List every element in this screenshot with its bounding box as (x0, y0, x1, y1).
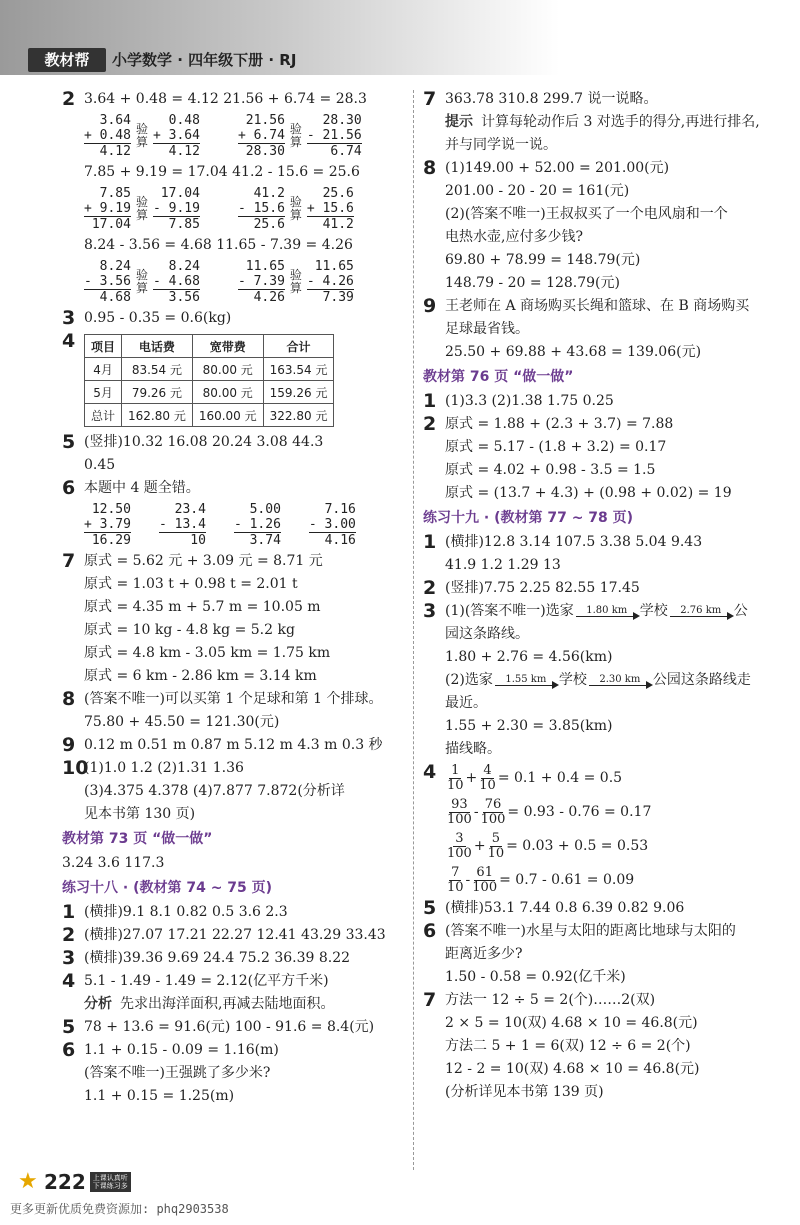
vertical-calc-e (84, 259, 200, 305)
answer-line: 0.95 - 0.35 = 0.6(kg) (84, 310, 232, 326)
check-label: 验算 (135, 195, 148, 222)
page-number: 222 (44, 1170, 86, 1194)
answer-line: (分析详见本书第 139 页) (445, 1084, 604, 1100)
check-label: 验算 (289, 195, 302, 222)
answer-line: 1.1 + 0.15 = 1.25(m) (84, 1088, 235, 1104)
p4 (62, 970, 407, 1016)
vertical-calc: 25.6 + 15.6 41.2 (306, 186, 354, 232)
check-label: 验算 (135, 122, 148, 149)
answer-line: (1)3.3 (2)1.38 1.75 0.25 (445, 393, 614, 409)
section-title: 练习十九 · (教材第 77 ~ 78 页) (423, 510, 634, 526)
vertical-calc-row (84, 186, 407, 232)
q3 (62, 307, 407, 330)
answer-line: 1.1 + 0.15 - 0.09 = 1.16(m) (84, 1042, 279, 1058)
p2 (62, 924, 407, 947)
q6 (62, 477, 407, 500)
question-number: 5 (62, 431, 76, 453)
question-number: 4 (62, 970, 76, 992)
question-number: 4 (423, 761, 437, 783)
vertical-calc-b (238, 113, 362, 159)
vertical-calc: 11.65 - 4.26 7.39 (306, 259, 354, 305)
answer-line: 12 - 2 = 10(双) 4.68 × 10 = 46.8(元) (445, 1061, 700, 1077)
question-number: 2 (423, 413, 437, 435)
answer-line: (横排)12.8 3.14 107.5 3.38 5.04 9.43 (445, 534, 703, 550)
answer-line: 原式 = 5.62 元 + 3.09 元 = 8.71 元 (84, 553, 323, 569)
check-label: 验算 (289, 268, 302, 295)
fraction-line: $\frac{7}{10}$ - $\frac{61}{100}$ = 0.7 - 0.61 = 0.09 (447, 864, 635, 895)
question-number: 7 (62, 550, 76, 572)
answer-line: 1.50 - 0.58 = 0.92(亿千米) (445, 969, 626, 985)
answer-line: 148.79 - 20 = 128.79(元) (445, 275, 620, 291)
answer-line: (答案不唯一)王强跳了多少米? (84, 1065, 271, 1081)
answer-line: 电热水壶,应付多少钱? (445, 229, 583, 245)
answer-line: 足球最省钱。 (445, 321, 529, 337)
answer-line: 原式 = 4.35 m + 5.7 m = 10.05 m (84, 599, 321, 615)
e2 (423, 577, 773, 600)
left-column (62, 88, 407, 1108)
answer-line: (竖排)7.75 2.25 82.55 17.45 (445, 580, 640, 596)
hint-line: 提示 计算每轮动作后 3 对选手的得分,再进行排名,并与同学说一说。 (445, 114, 760, 153)
page-footer (18, 1170, 131, 1194)
e1 (423, 531, 773, 577)
answer-line: 75.80 + 45.50 = 121.30(元) (84, 714, 280, 730)
answer-line: 原式 = (13.7 + 4.3) + (0.98 + 0.02) = 19 (445, 485, 732, 501)
question-number: 2 (423, 577, 437, 599)
answer-line: 原式 = 5.17 - (1.8 + 3.2) = 0.17 (445, 439, 667, 455)
question-number: 5 (62, 1016, 76, 1038)
question-number: 1 (62, 901, 76, 923)
p6 (62, 1039, 407, 1108)
answer-line: (竖排)10.32 16.08 20.24 3.08 44.3 (84, 434, 324, 450)
vertical-calc: 8.24 - 4.68 3.56 (152, 259, 200, 305)
answer-line: 3.64 + 0.48 = 4.12 21.56 + 6.74 = 28.3 (84, 91, 367, 107)
answer-line: 本题中 4 题全错。 (84, 480, 200, 496)
e4 (423, 761, 773, 897)
answer-line: 2 × 5 = 10(双) 4.68 × 10 = 46.8(元) (445, 1015, 698, 1031)
p5 (62, 1016, 407, 1039)
answer-line: 原式 = 1.03 t + 0.98 t = 2.01 t (84, 576, 298, 592)
p3 (62, 947, 407, 970)
q10 (62, 757, 407, 826)
vertical-calc: 11.65 - 7.39 4.26 (237, 259, 285, 305)
answer-line: 方法一 12 ÷ 5 = 2(个)……2(双) (445, 992, 656, 1008)
answer-line: 7.85 + 9.19 = 17.04 41.2 - 15.6 = 25.6 (84, 164, 360, 180)
bill-table (84, 334, 334, 427)
answer-line: 原式 = 1.88 + (2.3 + 3.7) = 7.88 (445, 416, 674, 432)
answer-line: (横排)9.1 8.1 0.82 0.5 3.6 2.3 (84, 904, 288, 920)
answer-line: (答案不唯一)水星与太阳的距离比地球与太阳的 (445, 923, 736, 939)
p1 (62, 901, 407, 924)
vertical-calc: 0.48 + 3.64 4.12 (152, 113, 200, 159)
r-q7 (423, 88, 773, 157)
answer-line: 原式 = 6 km - 2.86 km = 3.14 km (84, 668, 317, 684)
right-column (423, 88, 773, 1104)
question-number: 6 (62, 1039, 76, 1061)
route-arrow: 2.30 km (589, 674, 651, 686)
answer-line: 0.45 (84, 457, 116, 473)
question-number: 5 (423, 897, 437, 919)
question-number: 2 (62, 924, 76, 946)
d2 (423, 413, 773, 505)
e7 (423, 989, 773, 1104)
section-title: 练习十八 · (教材第 74 ~ 75 页) (62, 880, 273, 896)
question-number: 2 (62, 88, 76, 110)
question-number: 9 (62, 734, 76, 756)
route-arrow: 1.55 km (495, 674, 557, 686)
table-row: 总计 162.80 元 160.00 元 322.80 元 (85, 404, 334, 427)
question-number: 7 (423, 88, 437, 110)
vertical-calc: 12.50 + 3.79 16.29 (84, 502, 131, 548)
footer-note: 上课认真听 下课练习多 (90, 1172, 131, 1192)
vertical-calc: 7.16 - 3.00 4.16 (308, 502, 356, 548)
r-q8 (423, 157, 773, 295)
fraction-line: $\frac{3}{100}$ + $\frac{5}{10}$ = 0.03 + 0.5 = 0.53 (447, 830, 649, 861)
answer-line: 8.24 - 3.56 = 4.68 11.65 - 7.39 = 4.26 (84, 237, 353, 253)
answer-line: 方法二 5 + 1 = 6(双) 12 ÷ 6 = 2(个) (445, 1038, 691, 1054)
vertical-calc-a (84, 113, 200, 159)
q2-line3 (62, 234, 407, 257)
vertical-calc: 7.85 + 9.19 17.04 (84, 186, 131, 232)
answer-line: (横排)27.07 17.21 22.27 12.41 43.29 33.43 (84, 927, 386, 943)
book-subject: 小学数学 · 四年级下册 · RJ (112, 51, 297, 69)
answer-line: (3)4.375 4.378 (4)7.877 7.872(分析详 (84, 783, 345, 799)
answer-line: (1)1.0 1.2 (2)1.31 1.36 (84, 760, 244, 776)
answer-line: 原式 = 10 kg - 4.8 kg = 5.2 kg (84, 622, 295, 638)
vertical-calc-row (84, 502, 407, 548)
q5 (62, 431, 407, 477)
vertical-calc: 17.04 - 9.19 7.85 (152, 186, 200, 232)
table-row: 5月 79.26 元 80.00 元 159.26 元 (85, 381, 334, 404)
question-number: 1 (423, 531, 437, 553)
vertical-calc: 8.24 - 3.56 4.68 (84, 259, 131, 305)
q2 (62, 88, 407, 111)
section-title: 教材第 73 页 “做一做” (62, 831, 213, 847)
answer-line: (横排)39.36 9.69 24.4 75.2 36.39 8.22 (84, 950, 351, 966)
star-icon: ★ (18, 1169, 38, 1194)
fraction-line: $\frac{93}{100}$ - $\frac{76}{100}$ = 0.93 - 0.76 = 0.17 (447, 796, 652, 827)
answer-line: 0.12 m 0.51 m 0.87 m 5.12 m 4.3 m 0.3 秒 (84, 737, 383, 753)
vertical-calc-d (238, 186, 354, 232)
question-number: 3 (423, 600, 437, 622)
question-number: 6 (423, 920, 437, 942)
answer-line: (1)149.00 + 52.00 = 201.00(元) (445, 160, 670, 176)
answer-line: 363.78 310.8 299.7 说一说略。 (445, 91, 658, 107)
question-number: 8 (423, 157, 437, 179)
answer-line: 1.80 + 2.76 = 4.56(km) (445, 649, 613, 665)
question-number: 4 (62, 330, 76, 352)
route-line: (2)选家 1.55 km 学校 2.30 km 公园这条路线走 (445, 672, 751, 688)
vertical-calc-row (84, 259, 407, 305)
answer-line: 69.80 + 78.99 = 148.79(元) (445, 252, 641, 268)
check-label: 验算 (135, 268, 148, 295)
answer-line: 原式 = 4.8 km - 3.05 km = 1.75 km (84, 645, 331, 661)
answer-line: 3.24 3.6 117.3 (62, 855, 165, 871)
answer-line: 最近。 (445, 695, 487, 711)
e3 (423, 600, 773, 761)
question-number: 8 (62, 688, 76, 710)
answer-line: 25.50 + 69.88 + 43.68 = 139.06(元) (445, 344, 702, 360)
answer-line: 1.55 + 2.30 = 3.85(km) (445, 718, 613, 734)
route-arrow: 2.76 km (670, 605, 732, 617)
answer-line: (2)(答案不唯一)王叔叔买了一个电风扇和一个 (445, 206, 728, 222)
question-number: 3 (62, 307, 76, 329)
answer-line: (答案不唯一)可以买第 1 个足球和第 1 个排球。 (84, 691, 383, 707)
analysis-line: 分析 先求出海洋面积,再减去陆地面积。 (84, 996, 335, 1012)
q8 (62, 688, 407, 734)
question-number: 1 (423, 390, 437, 412)
section-title: 教材第 76 页 “做一做” (423, 369, 574, 385)
table-header-row: 项目 电话费 宽带费 合计 (85, 335, 334, 358)
header-bar (0, 0, 800, 75)
q2-line2 (62, 161, 407, 184)
e6 (423, 920, 773, 989)
brand-label: 教材帮 (28, 48, 106, 72)
r-q9 (423, 295, 773, 364)
answer-line: 距离近多少? (445, 946, 523, 962)
question-number: 6 (62, 477, 76, 499)
check-label: 验算 (289, 122, 302, 149)
column-divider (413, 90, 414, 1170)
answer-line: 41.9 1.2 1.29 13 (445, 557, 561, 573)
watermark-text: 更多更新优质免费资源加: phq2903538 (10, 1202, 229, 1216)
d1 (423, 390, 773, 413)
vertical-calc-f (238, 259, 354, 305)
question-number: 10 (62, 757, 89, 779)
question-number: 9 (423, 295, 437, 317)
vertical-calc: 23.4 - 13.4 10 (158, 502, 206, 548)
answer-line: 描线略。 (445, 741, 501, 757)
vertical-calc: 21.56 + 6.74 28.30 (237, 113, 285, 159)
answer-line: 原式 = 4.02 + 0.98 - 3.5 = 1.5 (445, 462, 656, 478)
vertical-calc: 41.2 - 15.6 25.6 (237, 186, 285, 232)
question-number: 7 (423, 989, 437, 1011)
vertical-calc: 5.00 - 1.26 3.74 (233, 502, 281, 548)
vertical-calc: 28.30 - 21.56 6.74 (306, 113, 362, 159)
fraction-line: $\frac{1}{10}$ + $\frac{4}{10}$ = 0.1 + 0.4 = 0.5 (447, 762, 623, 793)
q9 (62, 734, 407, 757)
answer-line: 5.1 - 1.49 - 1.49 = 2.12(亿平方千米) (84, 973, 329, 989)
route-arrow: 1.80 km (576, 605, 638, 617)
answer-line: 王老师在 A 商场购买长绳和篮球、在 B 商场购买 (445, 298, 750, 314)
question-number: 3 (62, 947, 76, 969)
q7 (62, 550, 407, 688)
e5 (423, 897, 773, 920)
vertical-calc-row (84, 113, 407, 159)
answer-line: 园这条路线。 (445, 626, 529, 642)
answer-line: 见本书第 130 页) (84, 806, 196, 822)
table-row: 4月 83.54 元 80.00 元 163.54 元 (85, 358, 334, 381)
route-line: (1)(答案不唯一)选家 1.80 km 学校 2.76 km 公 (445, 603, 748, 619)
vertical-calc-c (84, 186, 200, 232)
answer-line: 78 + 13.6 = 91.6(元) 100 - 91.6 = 8.4(元) (84, 1019, 375, 1035)
answer-line: (横排)53.1 7.44 0.8 6.39 0.82 9.06 (445, 900, 685, 916)
answer-line: 201.00 - 20 - 20 = 161(元) (445, 183, 630, 199)
vertical-calc: 3.64 + 0.48 4.12 (84, 113, 131, 159)
